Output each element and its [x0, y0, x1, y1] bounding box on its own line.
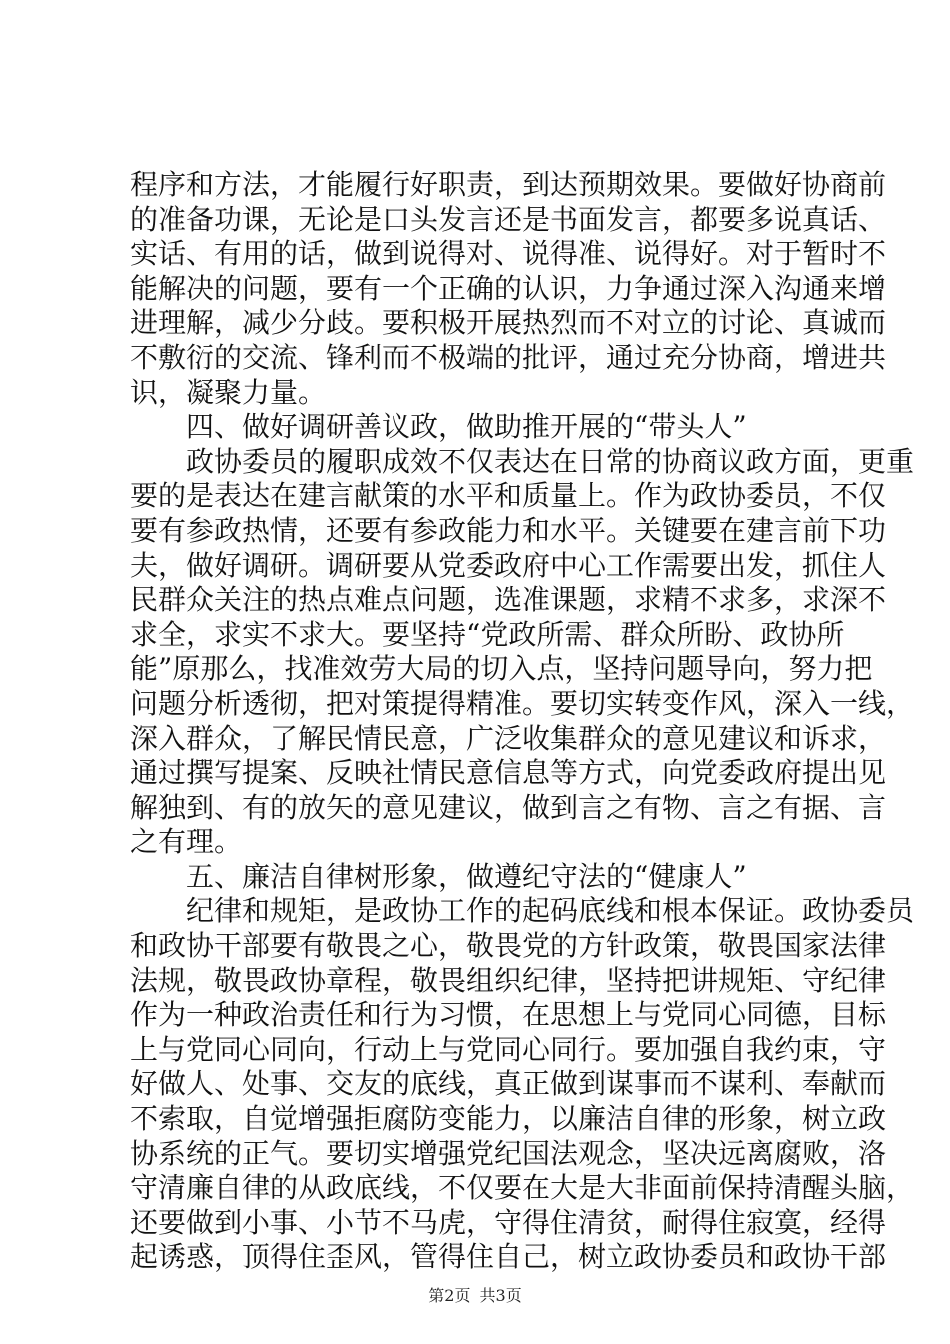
text-line: 纪律和规矩，是政协工作的起码底线和根本保证。政协委员	[130, 894, 915, 928]
page-footer	[0, 1283, 950, 1306]
page-number: 第2页	[428, 1286, 471, 1305]
text-line: 法规，敬畏政协章程，敬畏组织纪律，坚持把讲规矩、守纪律	[130, 963, 887, 997]
text-line: 能”原那么，找准效劳大局的切入点，坚持问题导向，努力把	[130, 652, 873, 686]
text-line: 五、廉洁自律树形象，做遵纪守法的“健康人”	[130, 859, 747, 893]
text-line: 好做人、处事、交友的底线，真正做到谋事而不谋利、奉献而	[130, 1067, 887, 1101]
text-line: 夫，做好调研。调研要从党委政府中心工作需要出发，抓住人	[130, 548, 887, 582]
text-line: 作为一种政治责任和行为习惯，在思想上与党同心同德，目标	[130, 998, 887, 1032]
text-line: 实话、有用的话，做到说得对、说得准、说得好。对于暂时不	[130, 237, 887, 271]
text-line: 进理解，减少分歧。要积极开展热烈而不对立的讨论、真诚而	[130, 306, 887, 340]
document-body	[130, 168, 915, 1275]
text-line: 能解决的问题，要有一个正确的认识，力争通过深入沟通来增	[130, 271, 887, 305]
text-line: 还要做到小事、小节不马虎，守得住清贫，耐得住寂寞，经得	[130, 1205, 887, 1239]
text-line: 要的是表达在建言献策的水平和质量上。作为政协委员，不仅	[130, 479, 887, 513]
text-line: 识，凝聚力量。	[130, 375, 327, 409]
text-line: 问题分析透彻，把对策提得精准。要切实转变作风，深入一线，	[130, 686, 915, 720]
text-line: 四、做好调研善议政，做助推开展的“带头人”	[130, 410, 747, 444]
text-line: 政协委员的履职成效不仅表达在日常的协商议政方面，更重	[130, 444, 915, 478]
text-line: 不索取，自觉增强拒腐防变能力，以廉洁自律的形象，树立政	[130, 1102, 887, 1136]
text-line: 通过撰写提案、反映社情民意信息等方式，向党委政府提出见	[130, 756, 887, 790]
text-line: 守清廉自律的从政底线，不仅要在大是大非面前保持清醒头脑，	[130, 1171, 915, 1205]
text-line: 民群众关注的热点难点问题，选准课题，求精不求多，求深不	[130, 583, 887, 617]
text-line: 之有理。	[130, 825, 243, 859]
text-line: 的准备功课，无论是口头发言还是书面发言，都要多说真话、	[130, 202, 887, 236]
text-line: 协系统的正气。要切实增强党纪国法观念，坚决远离腐败，洛	[130, 1136, 887, 1170]
text-line: 和政协干部要有敬畏之心，敬畏党的方针政策，敬畏国家法律	[130, 929, 887, 963]
text-line: 要有参政热情，还要有参政能力和水平。关键要在建言前下功	[130, 513, 887, 547]
text-line: 不敷衍的交流、锋利而不极端的批评，通过充分协商，增进共	[130, 340, 887, 374]
text-line: 求全，求实不求大。要坚持“党政所需、群众所盼、政协所	[130, 617, 845, 651]
page-total: 共3页	[479, 1286, 522, 1305]
text-line: 起诱惑，顶得住歪风，管得住自己，树立政协委员和政协干部	[130, 1240, 887, 1274]
text-line: 解独到、有的放矢的意见建议，做到言之有物、言之有据、言	[130, 790, 887, 824]
text-line: 程序和方法，才能履行好职责，到达预期效果。要做好协商前	[130, 168, 887, 201]
text-line: 上与党同心同向，行动上与党同心同行。要加强自我约束，守	[130, 1032, 887, 1066]
text-line: 深入群众，了解民情民意，广泛收集群众的意见建议和诉求，	[130, 721, 887, 755]
